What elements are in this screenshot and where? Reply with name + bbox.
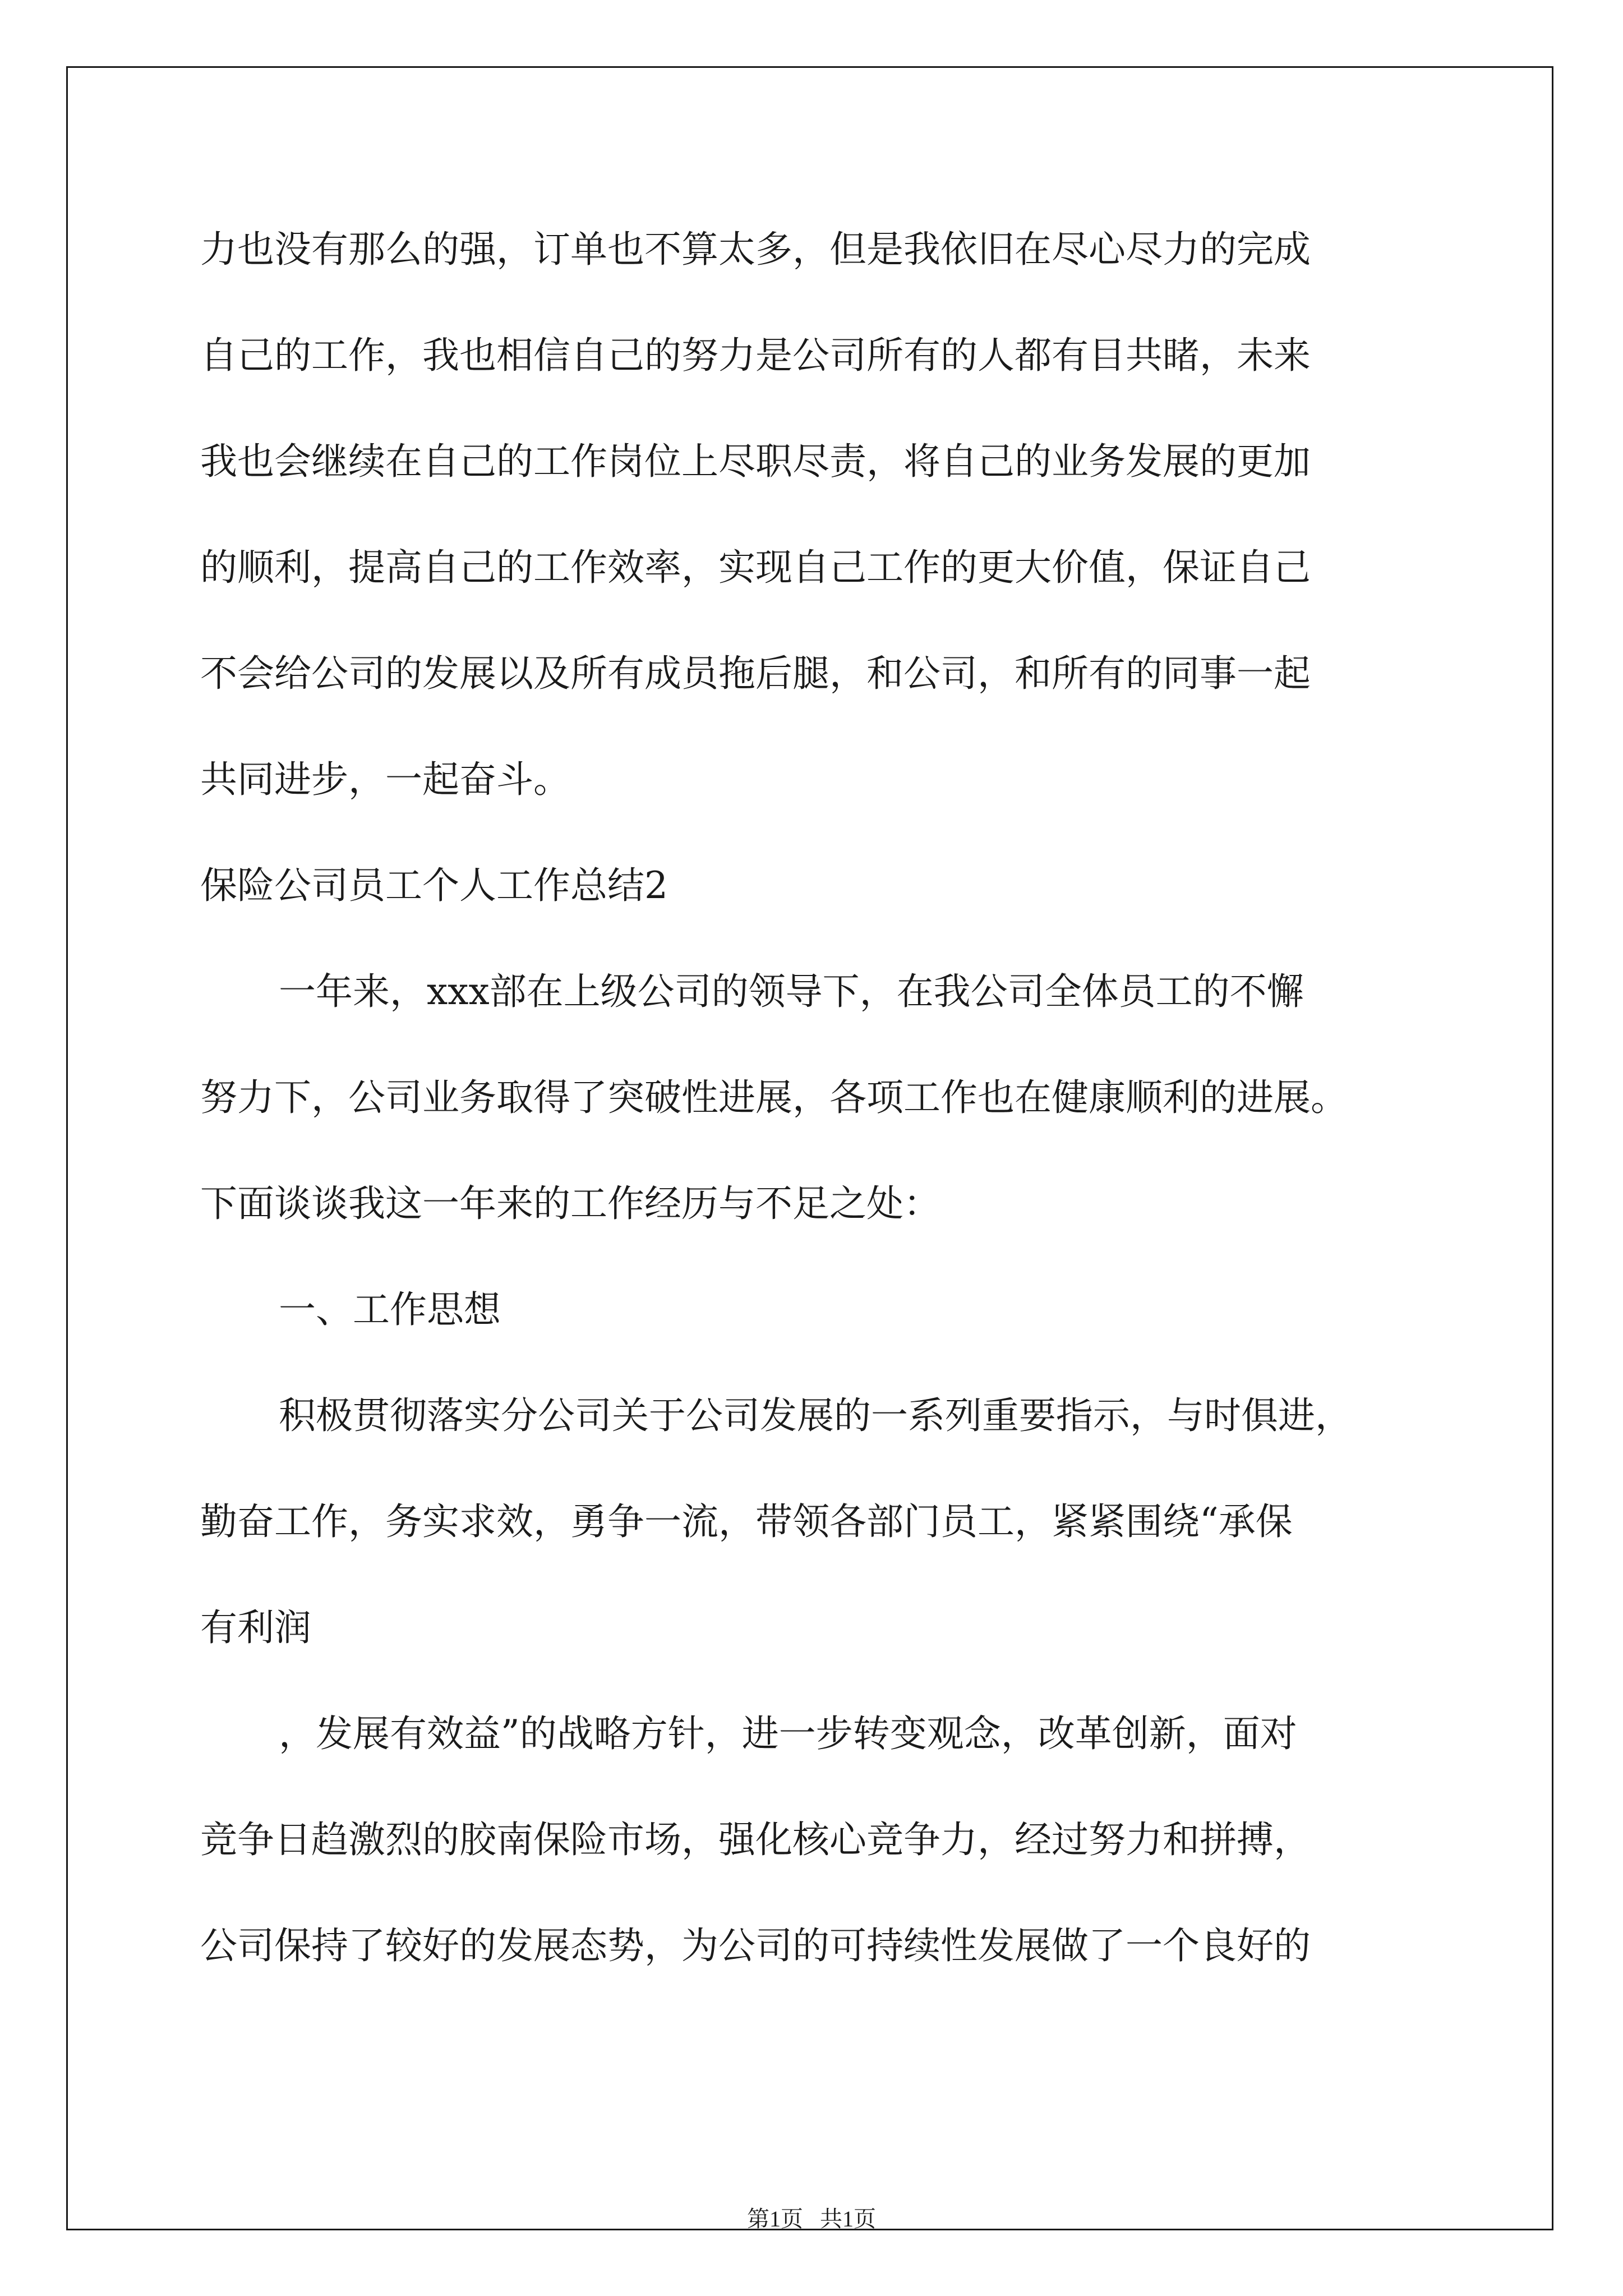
- page-footer: 第1页 共1页: [747, 2206, 876, 2231]
- body-line: 共同进步，一起奋斗。: [200, 758, 570, 801]
- body-line: 一年来，xxx部在上级公司的领导下，在我公司全体员工的不懈: [279, 970, 1304, 1013]
- body-line: 竞争日趋激烈的胶南保险市场，强化核心竞争力，经过努力和拼搏，: [200, 1818, 1311, 1861]
- body-line: 我也会继续在自己的工作岗位上尽职尽责，将自己的业务发展的更加: [200, 440, 1311, 483]
- body-line: 不会给公司的发展以及所有成员拖后腿，和公司，和所有的同事一起: [200, 652, 1311, 695]
- body-line: 有利润: [200, 1606, 311, 1649]
- body-line: 努力下，公司业务取得了突破性进展，各项工作也在健康顺利的进展。: [200, 1076, 1348, 1119]
- subsection-heading: 一、工作思想: [279, 1288, 501, 1331]
- body-line: 积极贯彻落实分公司关于公司发展的一系列重要指示，与时俱进，: [279, 1394, 1352, 1437]
- section-heading: 保险公司员工个人工作总结2: [200, 864, 668, 907]
- body-line: 下面谈谈我这一年来的工作经历与不足之处：: [200, 1182, 940, 1225]
- body-line: 公司保持了较好的发展态势，为公司的可持续性发展做了一个良好的: [200, 1924, 1311, 1967]
- page-border: [66, 66, 1553, 2230]
- body-line: ，发展有效益”的战略方针，进一步转变观念，改革创新，面对: [279, 1712, 1297, 1755]
- body-line: 勤奋工作，务实求效，勇争一流，带领各部门员工，紧紧围绕“承保: [200, 1500, 1293, 1543]
- body-line: 力也没有那么的强，订单也不算太多，但是我依旧在尽心尽力的完成: [200, 228, 1311, 271]
- body-line: 的顺利，提高自己的工作效率，实现自己工作的更大价值，保证自己: [200, 546, 1311, 589]
- body-line: 自己的工作，我也相信自己的努力是公司所有的人都有目共睹，未来: [200, 334, 1311, 377]
